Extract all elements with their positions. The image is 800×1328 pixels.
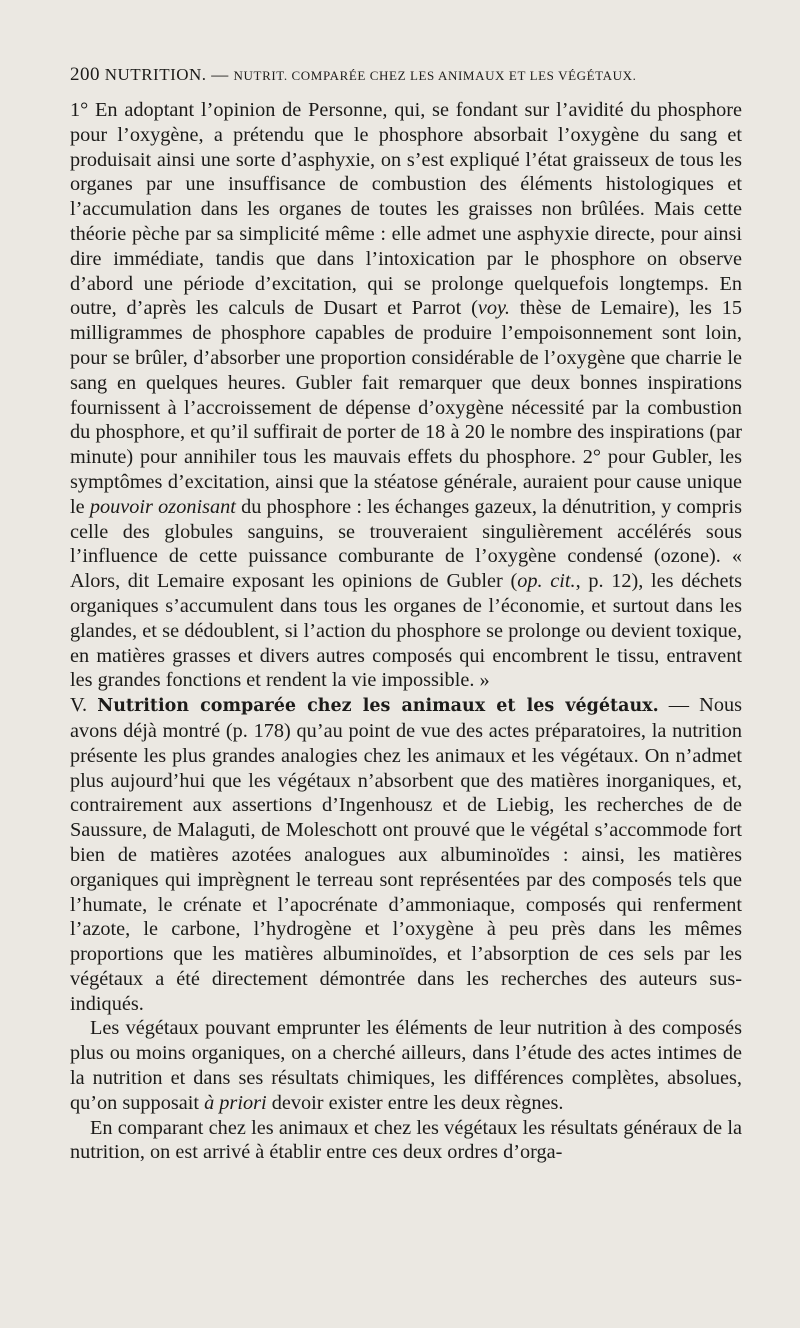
italic-run: à priori [204,1091,267,1114]
text-run: Les végétaux pouvant emprunter les éléments de leur nutrition à des composés plus ou moins organiques, on a cherché ailleurs, dans l’étude des actes intimes de la nutrition et dans ses résultats chimiques, les différences complètes, absolues, qu’on supposait [70,1017,742,1114]
text-run: thèse de Lemaire), les 15 milligrammes de phosphore capables de produire l’empoisonnement sont loin, pour se brûler, d’absorber une proportion considérable de l’oxygène que charrie le sang en quelques heures. Gubler fait remarquer que deux bonnes inspirations fournissent à l’accroissement de dépense d’oxygène nécessité par la combustion du phosphore, et qu’il suffirait de porter de 18 à 20 le nombre des inspirations (par minute) pour annihiler tous les mauvais effets du phosphore. 2° pour Gubler, les symptômes d’excitation, ainsi que la stéatose générale, auraient pour cause unique le [70,297,743,518]
paragraph-vegetaux [70,1016,742,1115]
paragraph-phosphore-theories [70,98,742,693]
text-run: En comparant chez les animaux et chez les végétaux les résultats généraux de la nutrition, on est arrivé à établir entre ces deux ordres d’orga- [70,1116,742,1164]
page-body [70,98,742,1165]
italic-run: pouvoir ozonisant [89,495,236,518]
section-number: V. [70,694,88,717]
text-run: , p. 12), les déchets organiques s’accumulent dans tous les organes de l’économie, et surtout dans les glandes, et se dédoublent, si l’action du phosphore se prolonge ou devient toxique, en matières grasses et divers autres composés qui encombrent le tissu, entravent les grandes fonctions et rendent la vie impossible. » [70,570,743,692]
section-title: Nutrition comparée chez les animaux et les végétaux. [97,696,659,717]
paragraph-comparaison [70,1116,742,1166]
section-v-paragraph [70,693,742,1016]
text-run: — Nous avons déjà montré (p. 178) qu’au point de vue des actes préparatoires, la nutrition présente les plus grandes analogies chez les animaux et les végétaux. On n’admet plus aujourd’hui que les végétaux n’absorbent que des matières inorganiques, et, contrairement aux assertions d’Ingenhousz et de Liebig, les recherches de de Saussure, de Malaguti, de Moleschott ont prouvé que le végétal s’accommode fort bien de matières azotées analogues aux albuminoïdes : ainsi, les matières organiques qui imprègnent le terreau sont représentées par des composés tels que l’humate, le crénate et l’apocrénate d’ammoniaque, composés qui renferment l’azote, le carbone, l’hydrogène et l’oxygène à peu près dans les mêmes proportions que les matières albuminoïdes, et l’absorption de ces sels par les végétaux a été directement démontrée dans les recherches des auteurs sus-indiqués. [70,694,743,1015]
text-run: 1° En adoptant l’opinion de Personne, qui, se fondant sur l’avidité du phosphore pour l’oxygène, a prétendu que le phosphore absorbait l’oxygène du sang et produisait ainsi une sorte d’asphyxie, on s’est expliqué l’état graisseux de tous les organes par une insuffisance de combustion des éléments histologiques et l’accumulation dans les organes de toutes les graisses non brûlées. Mais cette théorie pèche par sa simplicité même : elle admet une asphyxie directe, pour ainsi dire immédiate, tandis que dans l’intoxication par le phosphore on observe d’abord une période d’excitation, qui se prolonge quelquefois longtemps. En outre, d’après les calculs de Dusart et Parrot ( [70,99,742,320]
italic-run: op. cit. [517,570,576,593]
running-subtitle: NUTRIT. COMPARÉE CHEZ LES ANIMAUX ET LES VÉGÉTAUX. [233,68,637,83]
header-separator: — [211,65,229,84]
page-number: 200 [70,64,100,85]
running-title: NUTRITION. [104,65,207,84]
text-run: du phosphore : les échanges gazeux, la dénutrition, y compris celle des globules sanguins, se trouveraient singulièrement accélérés sous l’influence de cette puissance comburante de l’oxygène condensé (ozone). « Alors, dit Lemaire exposant les opinions de Gubler ( [70,495,742,593]
text-run: devoir exister entre les deux règnes. [266,1091,564,1114]
running-header [70,64,750,86]
italic-run: voy. [477,297,510,320]
